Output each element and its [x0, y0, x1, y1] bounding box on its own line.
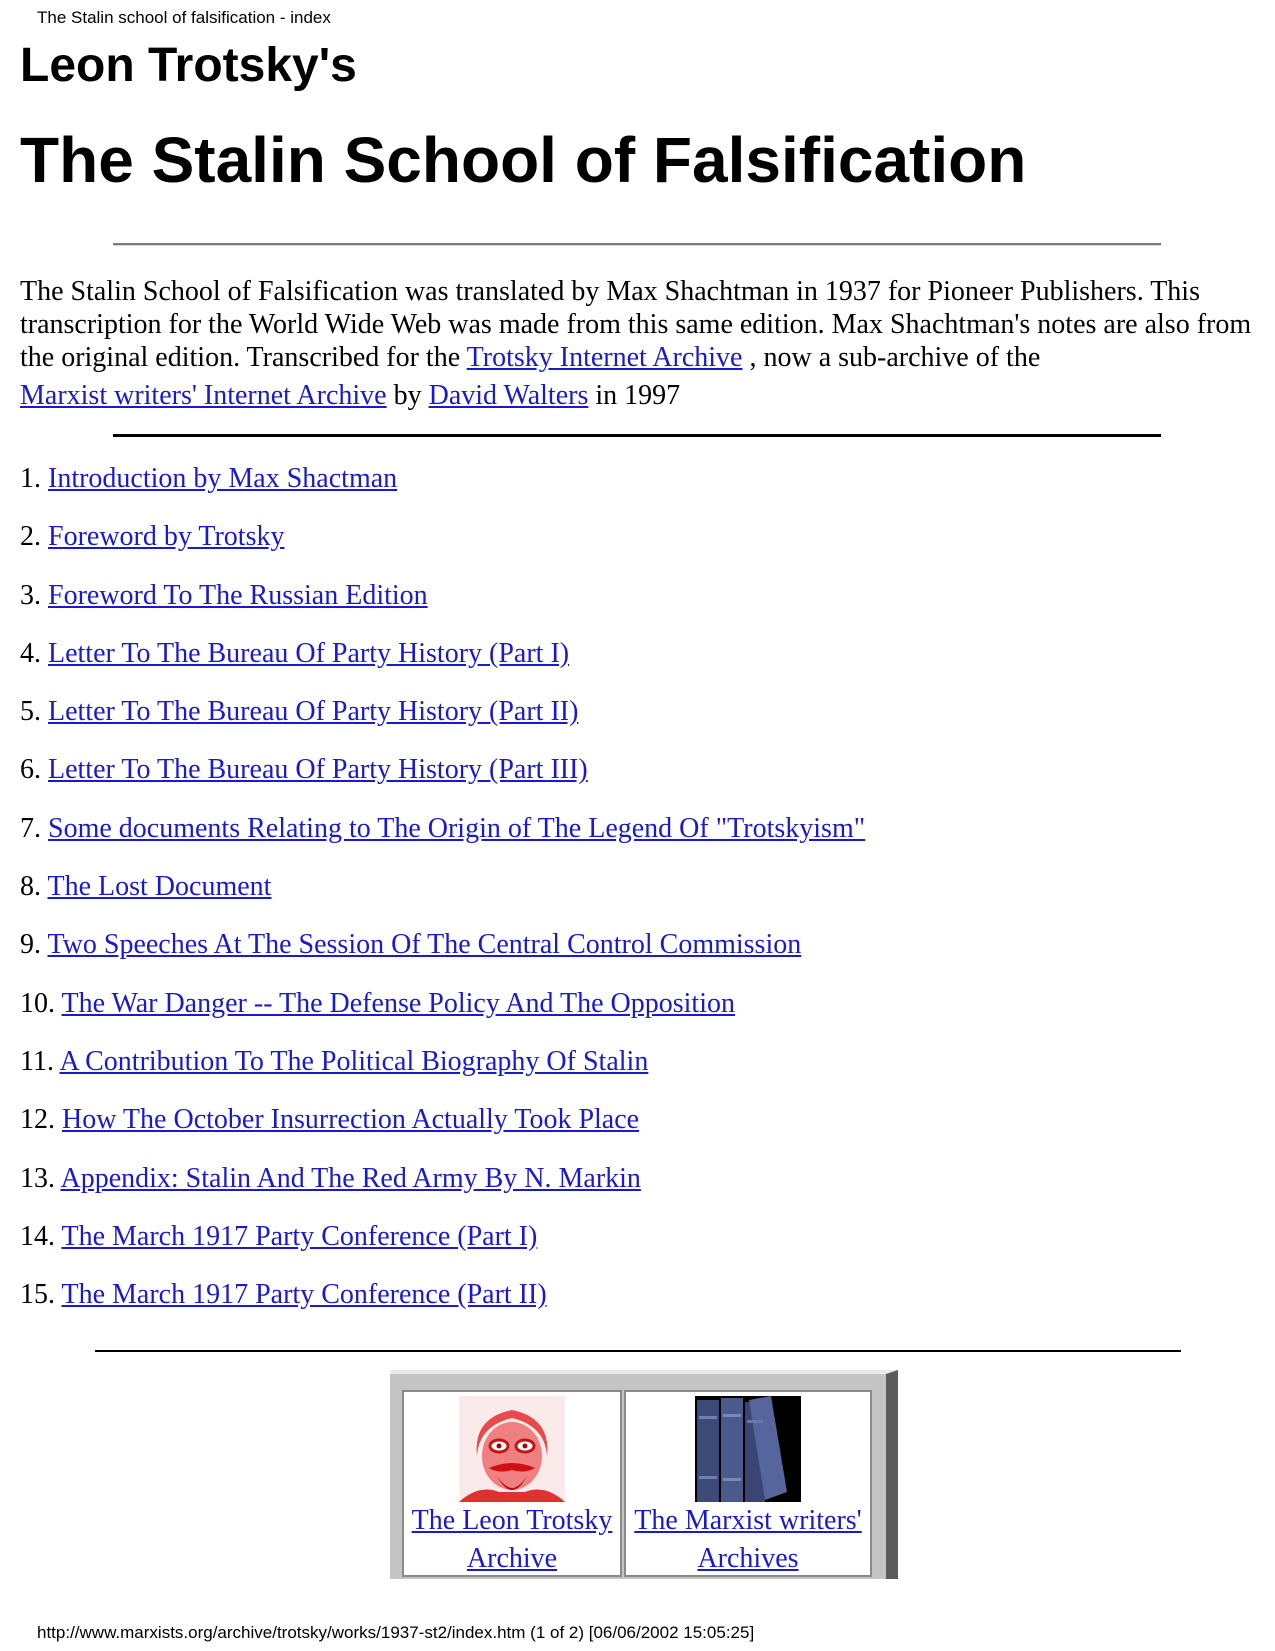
marxist-internet-archive-link[interactable]: Marxist writers' Internet Archive [20, 380, 387, 411]
toc-number: 3. [20, 579, 41, 611]
toc-item [20, 461, 865, 519]
toc-item [20, 927, 865, 985]
toc-number: 7. [20, 812, 41, 844]
author-heading: Leon Trotsky's [20, 39, 357, 92]
toc-number: 10. [20, 987, 55, 1019]
toc-link[interactable]: The Lost Document [47, 871, 272, 903]
marxist-archives-link[interactable] [634, 1505, 861, 1574]
toc-number: 15. [20, 1279, 55, 1311]
toc-number: 2. [20, 521, 41, 553]
toc-number: 14. [20, 1220, 55, 1252]
toc-item [20, 869, 865, 927]
toc-item [20, 694, 865, 752]
intro-text: by [393, 380, 422, 411]
toc-number: 1. [20, 463, 41, 494]
toc-item [20, 1277, 865, 1335]
toc-item [20, 636, 865, 694]
toc-item [20, 1102, 865, 1160]
toc-number: 13. [20, 1162, 55, 1194]
toc-item [20, 519, 865, 577]
marxist-archives-link-line1: The Marxist writers' [634, 1505, 862, 1536]
toc-item [20, 752, 865, 810]
toc-link[interactable]: Two Speeches At The Session Of The Central Control Commission [47, 929, 802, 961]
intro-text: in 1997 [595, 380, 681, 411]
intro-paragraph [20, 275, 1260, 412]
archive-nav-table [390, 1370, 898, 1579]
toc-link[interactable]: The War Danger -- The Defense Policy And The Opposition [61, 987, 735, 1019]
trotsky-archive-link-line2: Archive [466, 1543, 558, 1574]
david-walters-link[interactable]: David Walters [428, 380, 589, 411]
toc-link[interactable]: The March 1917 Party Conference (Part I) [61, 1220, 538, 1252]
trotsky-archive-link-line1: The Leon Trotsky [411, 1505, 613, 1536]
marxist-archives-link-line2: Archives [697, 1543, 799, 1574]
page-footer-url: http://www.marxists.org/archive/trotsky/works/1937-st2/index.htm (1 of 2) [06/06/2002 15:05:25] [37, 1623, 755, 1642]
toc-number: 9. [20, 929, 41, 961]
toc-number: 8. [20, 871, 41, 903]
toc-item [20, 811, 865, 869]
toc-link[interactable]: Letter To The Bureau Of Party History (Part III) [48, 754, 588, 786]
toc-link[interactable]: Letter To The Bureau Of Party History (Part I) [48, 637, 570, 669]
toc-item [20, 1044, 865, 1102]
toc-link[interactable]: Appendix: Stalin And The Red Army By N. Markin [60, 1162, 641, 1194]
toc-number: 4. [20, 637, 41, 669]
browser-header: The Stalin school of falsification - index [37, 8, 331, 27]
toc-item [20, 578, 865, 636]
table-of-contents [20, 461, 865, 1335]
page-title: The Stalin School of Falsification [20, 124, 1027, 196]
toc-item [20, 1161, 865, 1219]
toc-link[interactable]: Introduction by Max Shactman [48, 463, 398, 494]
top-divider [113, 243, 1161, 246]
toc-link[interactable]: How The October Insurrection Actually Took Place [62, 1104, 640, 1136]
toc-link[interactable]: Letter To The Bureau Of Party History (Part II) [48, 696, 579, 728]
toc-number: 12. [20, 1104, 55, 1136]
toc-number: 6. [20, 754, 41, 786]
trotsky-portrait-image[interactable] [459, 1396, 565, 1502]
bottom-divider [95, 1350, 1181, 1352]
toc-number: 5. [20, 696, 41, 728]
toc-link[interactable]: Foreword by Trotsky [48, 521, 285, 553]
trotsky-archive-link[interactable] [412, 1505, 613, 1574]
toc-link[interactable]: A Contribution To The Political Biography Of Stalin [59, 1045, 649, 1077]
toc-item [20, 986, 865, 1044]
toc-link[interactable]: Some documents Relating to The Origin of The Legend Of "Trotskyism" [48, 812, 866, 844]
books-image[interactable] [695, 1396, 801, 1502]
intro-divider [113, 434, 1161, 437]
intro-text: The Stalin School of Falsification was translated by Max Shachtman in 1937 for Pioneer Publishers. This transcription for the World Wide Web was made from this same edition. Max Shachtman's notes are also from the original edition. Transcribed for the [20, 276, 1252, 373]
intro-text: , now a sub-archive of the [749, 342, 1041, 373]
marxist-archive-cell [624, 1390, 872, 1577]
toc-number: 11. [20, 1045, 54, 1077]
trotsky-archive-cell [402, 1390, 622, 1577]
toc-link[interactable]: The March 1917 Party Conference (Part II) [61, 1279, 547, 1311]
trotsky-internet-archive-link[interactable]: Trotsky Internet Archive [466, 342, 743, 373]
toc-link[interactable]: Foreword To The Russian Edition [48, 579, 428, 611]
toc-item [20, 1219, 865, 1277]
